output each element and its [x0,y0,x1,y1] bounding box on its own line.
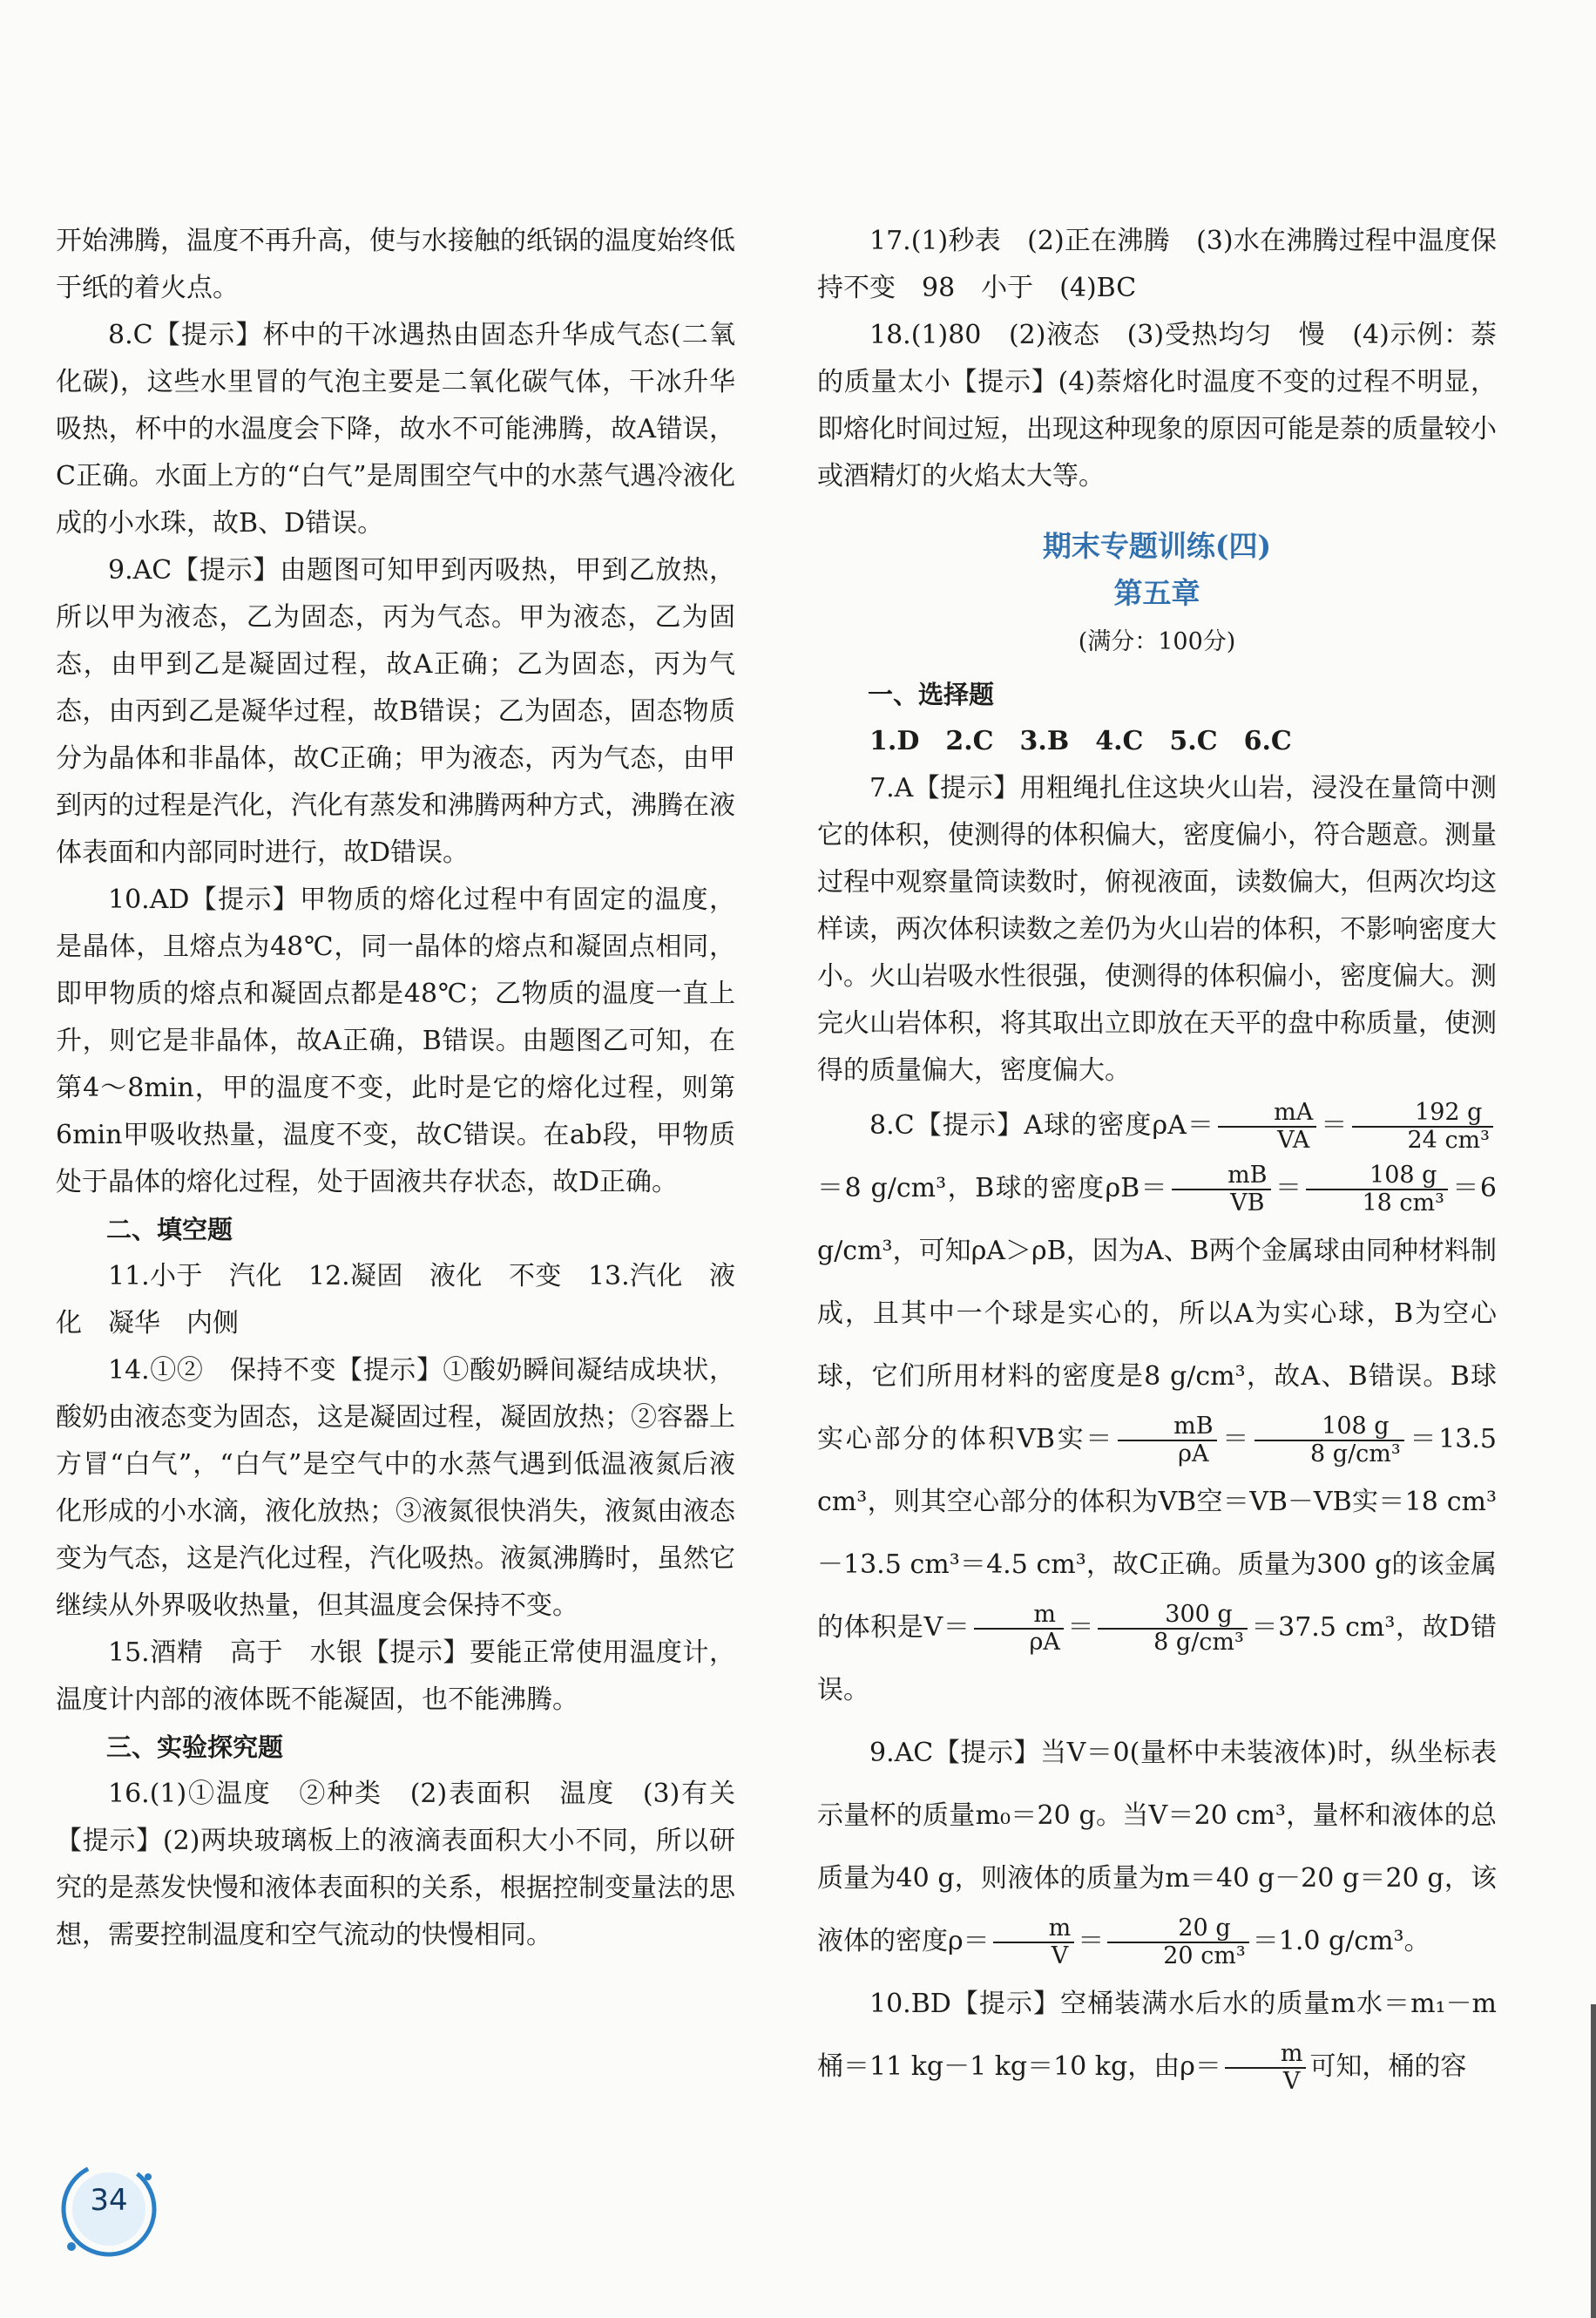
answer-9-right: 9.AC【提示】当V＝0(量杯中未装液体)时，纵坐标表示量杯的质量m₀＝20 g。当V＝20 cm³，量杯和液体的总质量为40 g，则液体的质量为m＝40 g－20 g＝20 g，该液体的密度ρ＝ $\frac{m}{V}$ ＝ $\frac{20 g}{\text{20 cm³}}$ ＝1.0 g/cm³。 [817,1738,1497,1969]
section-title: 期末专题训练(四) [1042,529,1272,563]
answer-16: 16.(1)①温度 ②种类 (2)表面积 温度 (3)有关【提示】(2)两块玻璃板上的液滴表面积大小不同，所以研究的是蒸发快慢和液体表面积的关系，根据控制变量法的思想，需要控制温度和空气流动的快慢相同。 [56,1779,735,1950]
right-column [817,218,1497,2098]
continued-paragraph: 开始沸腾，温度不再升高，使与水接触的纸锅的温度始终低于纸的着火点。 [56,226,735,303]
fraction: $\frac{mA}{VA}$ [1218,1100,1316,1154]
chapter-title: 第五章 [1113,576,1200,610]
fraction: $\frac{192 g}{\text{24 cm³}}$ [1352,1100,1494,1154]
fraction: $\frac{mB}{VB}$ [1172,1162,1270,1217]
section-experiment: 三、实验探究题 [106,1732,284,1762]
fraction: $\frac{m}{\rho A}$ [974,1602,1064,1656]
fraction: $\frac{20 g}{\text{20 cm³}}$ [1107,1915,1249,1969]
answer-8: 8.C【提示】杯中的干冰遇热由固态升华成气态(二氧化碳)，这些水里冒的气泡主要是二氧化碳气体，干冰升华吸热，杯中的水温度会下降，故水不可能沸腾，故A错误，C正确。水面上方的“白气”是周围空气中的水蒸气遇冷液化成的小水珠，故B、D错误。 [56,320,735,539]
answer-14: 14.①② 保持不变【提示】①酸奶瞬间凝结成块状，酸奶由液态变为固态，这是凝固过程，凝固放热；②容器上方冒“白气”，“白气”是空气中的水蒸气遇到低温液氮后液化形成的小水滴，液化放热；③液氮很快消失，液氮由液态变为气态，这是汽化过程，汽化吸热。液氮沸腾时，虽然它继续从外界吸收热量，但其温度会保持不变。 [56,1355,735,1621]
answer-8-right: 8.C【提示】A球的密度ρA＝ $\frac{mA}{VA}$ ＝ $\frac{192 g}{\text{24 cm³}}$ ＝8 g/cm³，B球的密度ρB＝ $\frac{mB}{VB}$ ＝ $\frac{108 g}{\text{18 cm³}}$ ＝6 g/cm³，可知ρA＞ρB，因为A、B两个金属球由同种材料制成，且其中一个球是实心的，所以A为实心球，B为空心球，它们所用材料的密度是8 g/cm³，故A、B错误。B球实心部分的体积VB实＝ $\frac{mB}{\rho A}$ ＝ $\frac{108 g}{\text{8 g/cm³}}$ ＝13.5 cm³，则其空心部分的体积为VB空＝VB－VB实＝18 cm³－13.5 cm³＝4.5 cm³，故C正确。质量为300 g的该金属的体积是V＝ $\frac{m}{\rho A}$ ＝ $\frac{300 g}{\text{8 g/cm³}}$ ＝37.5 cm³，故D错误。 [817,1099,1498,1705]
section-fill-in: 二、填空题 [106,1215,233,1244]
answers-1-6: 1.D 2.C 3.B 4.C 5.C 6.C [869,726,1292,756]
answer-7: 7.A【提示】用粗绳扎住这块火山岩，浸没在量筒中测它的体积，使测得的体积偏大，密度偏小，符合题意。测量过程中观察量筒读数时，俯视液面，读数偏大，但两次均这样读，两次体积读数之差仍为火山岩的体积，不影响密度大小。火山岩吸水性很强，使测得的体积偏小，密度偏大。测完火山岩体积，将其取出立即放在天平的盘中称质量，使测得的质量偏大，密度偏大。 [817,773,1497,1086]
left-column [56,218,735,1959]
answer-15: 15.酒精 高于 水银【提示】要能正常使用温度计，温度计内部的液体既不能凝固，也不能沸腾。 [56,1637,735,1715]
fraction: $\frac{m}{V}$ [993,1915,1075,1969]
fraction: $\frac{108 g}{\text{8 g/cm³}}$ [1254,1413,1404,1467]
page-number: 34 [90,2183,128,2218]
answers-11-13: 11.小于 汽化 12.凝固 液化 不变 13.汽化 液化 凝华 内侧 [56,1261,735,1339]
fraction: $\frac{108 g}{\text{18 cm³}}$ [1306,1162,1448,1217]
answer-18: 18.(1)80 (2)液态 (3)受热均匀 慢 (4)示例：萘的质量太小【提示】(4)萘熔化时温度不变的过程不明显，即熔化时间过短，出现这种现象的原因可能是萘的质量较小或酒精灯的火焰太大等。 [817,320,1497,491]
answer-10-right: 10.BD【提示】空桶装满水后水的质量m水＝m₁－m桶＝11 kg－1 kg＝10 kg，由ρ＝ $\frac{m}{V}$ 可知，桶的容 [817,1989,1497,2095]
fraction: $\frac{m}{V}$ [1225,2041,1307,2095]
page-edge [1591,2004,1596,2318]
fraction: $\frac{mB}{\rho A}$ [1118,1413,1216,1467]
answer-17: 17.(1)秒表 (2)正在沸腾 (3)水在沸腾过程中温度保持不变 98 小于 (4)BC [817,226,1497,303]
answer-9: 9.AC【提示】由题图可知甲到丙吸热，甲到乙放热，所以甲为液态，乙为固态，丙为气态。甲为液态，乙为固态，由甲到乙是凝固过程，故A正确；乙为固态，丙为气态，由丙到乙是凝华过程，故B错误；乙为固态，固态物质分为晶体和非晶体，故C正确；甲为液态，丙为气态，由甲到丙的过程是汽化，汽化有蒸发和沸腾两种方式，沸腾在液体表面和内部同时进行，故D错误。 [56,555,735,868]
full-score: (满分：100分) [1078,628,1236,655]
answer-10: 10.AD【提示】甲物质的熔化过程中有固定的温度，是晶体，且熔点为48℃，同一晶体的熔点和凝固点相同，即甲物质的熔点和凝固点都是48℃；乙物质的温度一直上升，则它是非晶体，故A正确，B错误。由题图乙可知，在第4～8min，甲的温度不变，此时是它的熔化过程，则第6min甲吸收热量，温度不变，故C错误。在ab段，甲物质处于晶体的熔化过程，处于固液共存状态，故D正确。 [56,884,735,1197]
fraction: $\frac{300 g}{\text{8 g/cm³}}$ [1098,1602,1248,1656]
section-choice: 一、选择题 [868,680,995,709]
